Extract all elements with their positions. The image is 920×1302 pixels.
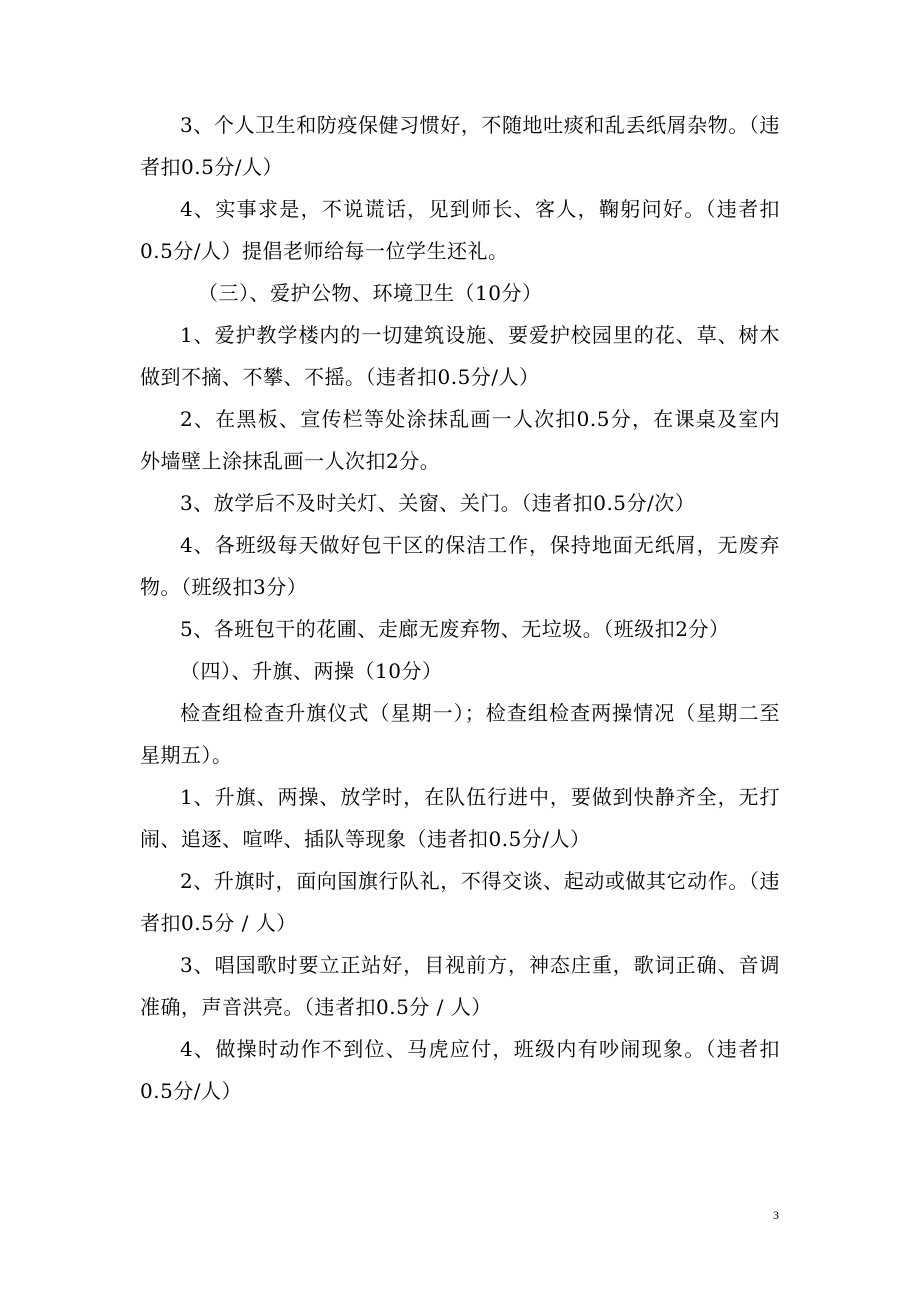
rule-paragraph: 3、个人卫生和防疫保健习惯好，不随地吐痰和乱丢纸屑杂物。（违者扣0.5分/人） xyxy=(140,113,780,179)
rule-paragraph: 检查组检查升旗仪式（星期一）；检查组检查两操情况（星期二至星期五）。 xyxy=(140,701,780,767)
section-heading: （三）、爱护公物、环境卫生（10分） xyxy=(198,281,543,305)
rule-paragraph: 1、升旗、两操、放学时，在队伍行进中，要做到快静齐全，无打闹、追逐、喧哗、插队等现象（违者扣0.5分/人） xyxy=(140,785,780,851)
rule-paragraph: 4、各班级每天做好包干区的保洁工作，保持地面无纸屑，无废弃物。（班级扣3分） xyxy=(140,533,780,599)
rule-paragraph: 1、爱护教学楼内的一切建筑设施、要爱护校园里的花、草、树木做到不摘、不攀、不摇。（违者扣0.5分/人） xyxy=(140,323,780,389)
document-body xyxy=(140,104,780,1112)
rule-paragraph: 3、唱国歌时要立正站好，目视前方，神态庄重，歌词正确、音调准确，声音洪亮。（违者扣0.5分 / 人） xyxy=(140,953,780,1019)
rule-paragraph: 4、做操时动作不到位、马虎应付，班级内有吵闹现象。（违者扣0.5分/人） xyxy=(140,1037,780,1103)
section-heading: （四）、升旗、两操（10分） xyxy=(180,659,443,683)
page-number: 3 xyxy=(773,1208,779,1222)
rule-paragraph: 2、升旗时，面向国旗行队礼，不得交谈、起动或做其它动作。（违者扣0.5分 / 人） xyxy=(140,869,780,935)
rule-paragraph: 5、各班包干的花圃、走廊无废弃物、无垃圾。（班级扣2分） xyxy=(180,617,730,641)
rule-paragraph: 3、放学后不及时关灯、关窗、关门。（违者扣0.5分/次） xyxy=(180,491,696,515)
rule-paragraph: 2、在黑板、宣传栏等处涂抹乱画一人次扣0.5分，在课桌及室内外墙壁上涂抹乱画一人次扣2分。 xyxy=(140,407,780,473)
rule-paragraph: 4、实事求是，不说谎话，见到师长、客人，鞠躬问好。（违者扣0.5分/人）提倡老师给每一位学生还礼。 xyxy=(140,197,780,263)
